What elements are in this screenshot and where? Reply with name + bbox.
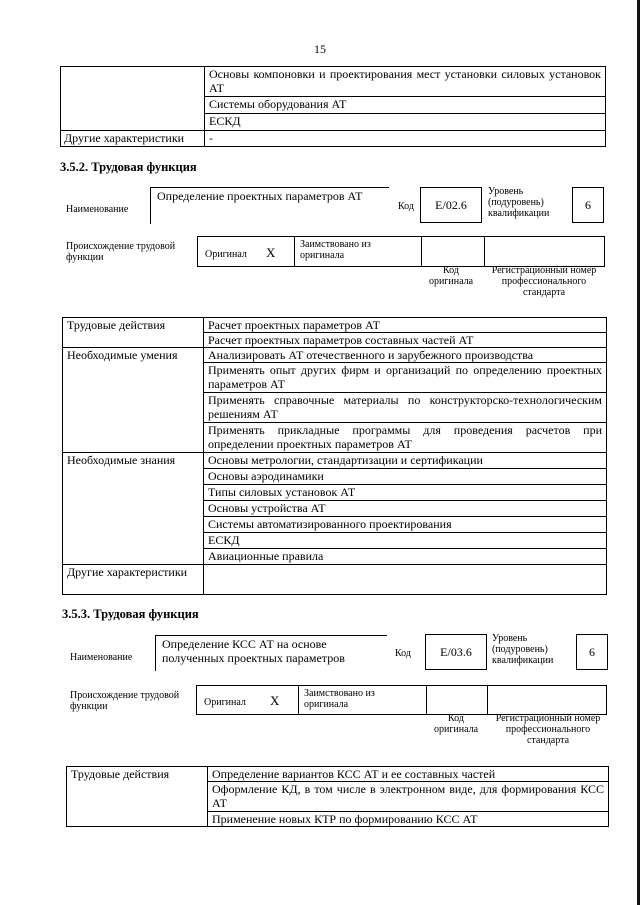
section-title-353: 3.5.3. Трудовая функция bbox=[62, 607, 199, 621]
code-box-352 bbox=[420, 187, 482, 223]
original-mark-353: X bbox=[270, 693, 280, 708]
level-label-352: Уровень (подуровень) квалификации bbox=[488, 186, 550, 219]
name-label-352: Наименование bbox=[66, 204, 129, 215]
top-table-cell: ЕСКД bbox=[205, 114, 606, 131]
top-table bbox=[60, 66, 606, 147]
original-mark-352: X bbox=[266, 245, 276, 260]
borrowed-label-352: Заимствовано из оригинала bbox=[300, 239, 371, 261]
skills-label-352: Необходимые умения bbox=[63, 348, 204, 453]
knowledge-item: Основы устройства АТ bbox=[204, 501, 607, 517]
top-table-label-empty bbox=[61, 67, 205, 131]
top-table-cell: Системы оборудования АТ bbox=[205, 97, 606, 114]
divider bbox=[487, 686, 488, 714]
original-label-352: Оригинал bbox=[205, 249, 247, 260]
divider bbox=[298, 686, 299, 714]
code-original-label-353: Код оригинала bbox=[433, 713, 479, 735]
skill: Анализировать АТ отечественного и зарубежного производства bbox=[204, 348, 607, 363]
labor-actions-label-353: Трудовые действия bbox=[67, 767, 208, 827]
other-value-352 bbox=[204, 565, 607, 595]
other-label-352: Другие характеристики bbox=[63, 565, 204, 595]
labor-actions-label-352: Трудовые действия bbox=[63, 318, 204, 348]
origin-label-352: Происхождение трудовой функции bbox=[66, 241, 176, 263]
level-value-353: 6 bbox=[589, 645, 595, 659]
level-box-352 bbox=[572, 187, 604, 223]
divider bbox=[294, 237, 295, 266]
function-table-353 bbox=[66, 766, 609, 827]
reg-number-label-353: Регистрационный номер профессионального стандарта bbox=[495, 713, 601, 746]
skill: Применять опыт других фирм и организаций по определению проектных параметров АТ bbox=[204, 363, 607, 393]
page-number: 15 bbox=[314, 42, 326, 56]
top-table-cell: Основы компоновки и проектирования мест установки силовых установок АТ bbox=[205, 67, 606, 97]
name-label-353: Наименование bbox=[70, 652, 133, 663]
level-box-353 bbox=[576, 634, 608, 670]
skill: Применять прикладные программы для проведения расчетов при определении проектных параметров АТ bbox=[204, 423, 607, 453]
code-box-353 bbox=[425, 634, 487, 670]
divider bbox=[484, 237, 485, 266]
knowledge-item: Основы аэродинамики bbox=[204, 469, 607, 485]
knowledge-item: Авиационные правила bbox=[204, 549, 607, 565]
skill: Применять справочные материалы по конструкторско-технологическим решениям АТ bbox=[204, 393, 607, 423]
other-characteristics-value: - bbox=[205, 131, 606, 147]
labor-action: Расчет проектных параметров АТ bbox=[204, 318, 607, 333]
name-box-353 bbox=[155, 635, 387, 671]
name-box-352 bbox=[150, 187, 389, 224]
other-characteristics-label: Другие характеристики bbox=[61, 131, 205, 147]
origin-box-352 bbox=[197, 236, 605, 267]
level-value-352: 6 bbox=[585, 198, 591, 212]
labor-action: Применение новых КТР по формированию КСС АТ bbox=[208, 812, 609, 827]
code-label-352: Код bbox=[398, 201, 414, 212]
labor-action: Определение вариантов КСС АТ и ее составных частей bbox=[208, 767, 609, 782]
reg-number-label-352: Регистрационный номер профессионального стандарта bbox=[491, 265, 597, 298]
code-original-label-352: Код оригинала bbox=[428, 265, 474, 287]
origin-box-353 bbox=[196, 685, 607, 715]
code-label-353: Код bbox=[395, 648, 411, 659]
name-value-352: Определение проектных параметров АТ bbox=[157, 189, 363, 203]
divider bbox=[426, 686, 427, 714]
original-label-353: Оригинал bbox=[204, 697, 246, 708]
knowledge-item: Системы автоматизированного проектирования bbox=[204, 517, 607, 533]
labor-action: Оформление КД, в том числе в электронном виде, для формирования КСС АТ bbox=[208, 782, 609, 812]
origin-label-353: Происхождение трудовой функции bbox=[70, 690, 180, 712]
knowledge-item: Основы метрологии, стандартизации и сертификации bbox=[204, 453, 607, 469]
function-table-352 bbox=[62, 317, 607, 595]
knowledge-item: ЕСКД bbox=[204, 533, 607, 549]
divider bbox=[421, 237, 422, 266]
code-value-353: E/03.6 bbox=[440, 645, 472, 659]
knowledge-label-352: Необходимые знания bbox=[63, 453, 204, 565]
name-value-353: Определение КСС АТ на основе полученных проектных параметров bbox=[162, 637, 345, 665]
knowledge-item: Типы силовых установок АТ bbox=[204, 485, 607, 501]
level-label-353: Уровень (подуровень) квалификации bbox=[492, 633, 554, 666]
borrowed-label-353: Заимствовано из оригинала bbox=[304, 688, 375, 710]
section-title-352: 3.5.2. Трудовая функция bbox=[60, 160, 197, 174]
code-value-352: E/02.6 bbox=[435, 198, 467, 212]
labor-action: Расчет проектных параметров составных частей АТ bbox=[204, 333, 607, 348]
